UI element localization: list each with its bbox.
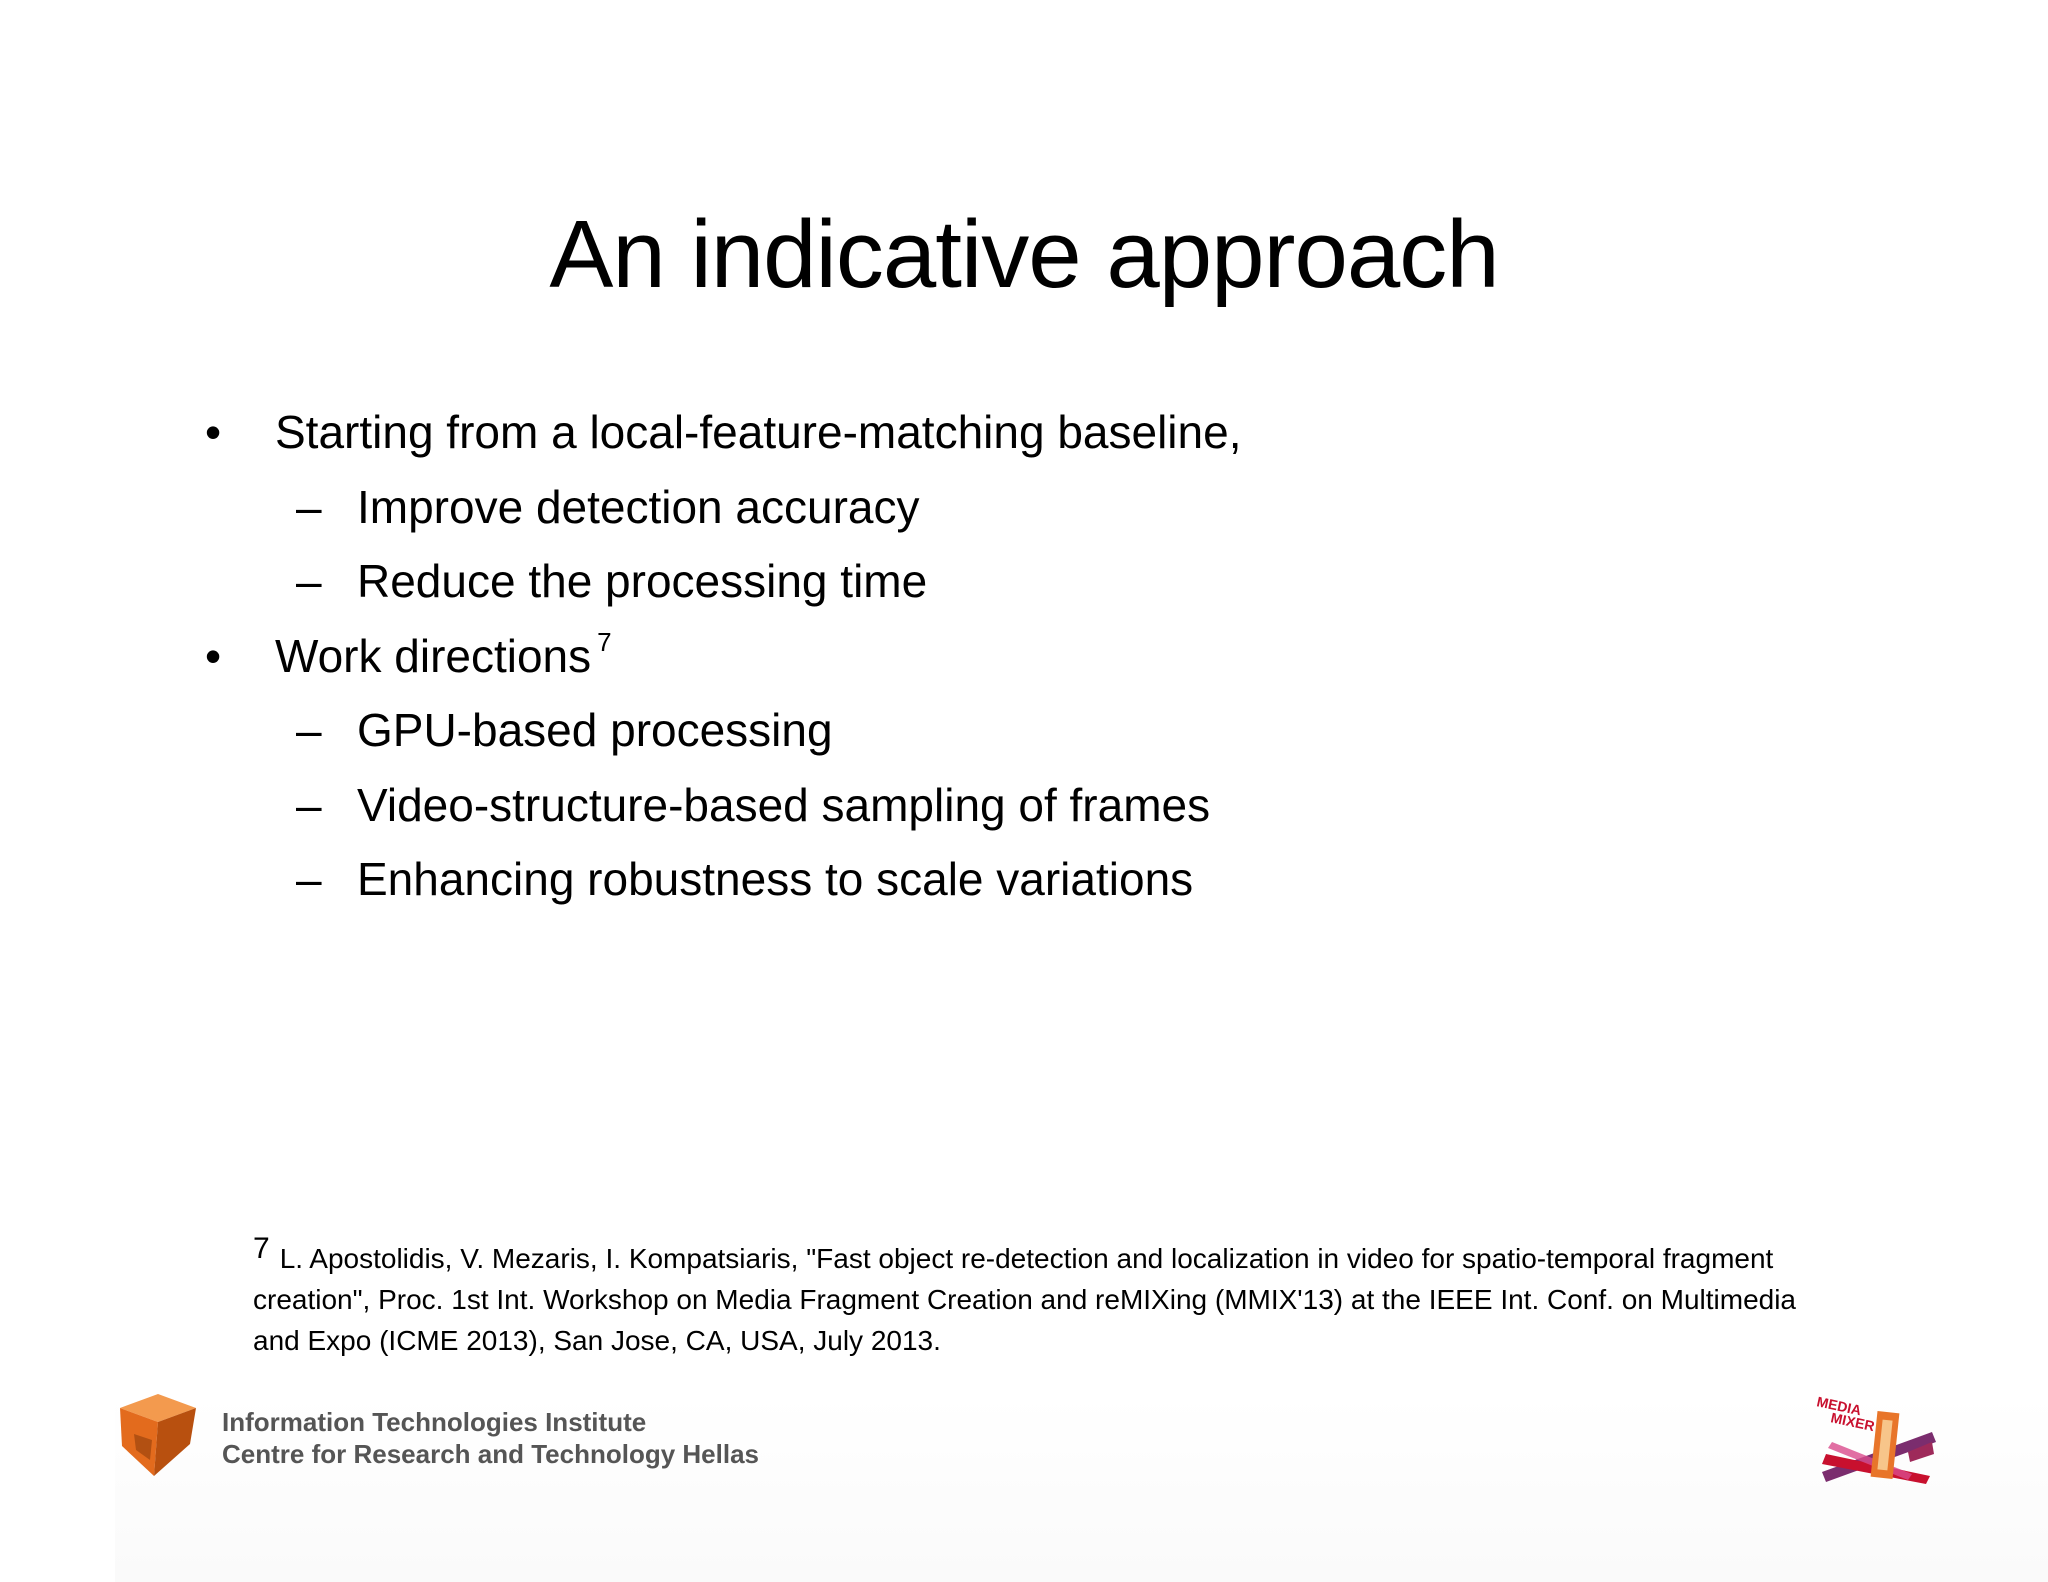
dash-marker: –: [296, 704, 322, 756]
dash-marker: –: [296, 778, 322, 831]
institute-line-1: Information Technologies Institute: [222, 1407, 647, 1437]
bullet-text: Starting from a local-feature-matching baseline,: [275, 406, 1242, 458]
dash-marker: –: [296, 480, 322, 533]
svg-text:MIXER: MIXER: [1829, 1409, 1877, 1435]
sub-bullet-text: Reduce the processing time: [357, 555, 928, 607]
footnote-reference: 7: [597, 627, 612, 658]
sub-bullet-text: Improve detection accuracy: [357, 480, 920, 533]
footnote-mark: 7: [253, 1231, 270, 1265]
institute-name: [222, 1406, 759, 1470]
footnote-text: L. Apostolidis, V. Mezaris, I. Kompatsiaris, "Fast object re-detection and localization in video for spatio-temporal fragment creation", Proc. 1st Int. Workshop on Media Fragment Creation and reMIXing (MMIX'13) at the IEEE Int. Conf. on Multimedia and Expo (ICME 2013), San Jose, CA, USA, July 2013.: [253, 1243, 1797, 1356]
slide-title: An indicative approach: [549, 201, 1499, 308]
media-mixer-logo-icon: [1812, 1392, 1942, 1484]
iti-cube-logo-icon: [112, 1390, 202, 1480]
svg-text:MEDIA: MEDIA: [1815, 1393, 1863, 1419]
sub-bullet-text: Video-structure-based sampling of frames: [357, 778, 1211, 831]
sub-bullet-text: Enhancing robustness to scale variations: [357, 853, 1194, 905]
bullet-marker: •: [205, 629, 222, 682]
dash-marker: –: [296, 853, 322, 905]
sub-bullet-text: GPU-based processing: [357, 704, 833, 756]
bullet-text: Work directions: [275, 629, 592, 682]
footnote: [253, 1231, 1843, 1361]
bullet-marker: •: [205, 406, 222, 458]
institute-line-2: Centre for Research and Technology Hellas: [222, 1439, 759, 1469]
dash-marker: –: [296, 555, 322, 607]
bullet-text-with-ref: [275, 619, 612, 694]
